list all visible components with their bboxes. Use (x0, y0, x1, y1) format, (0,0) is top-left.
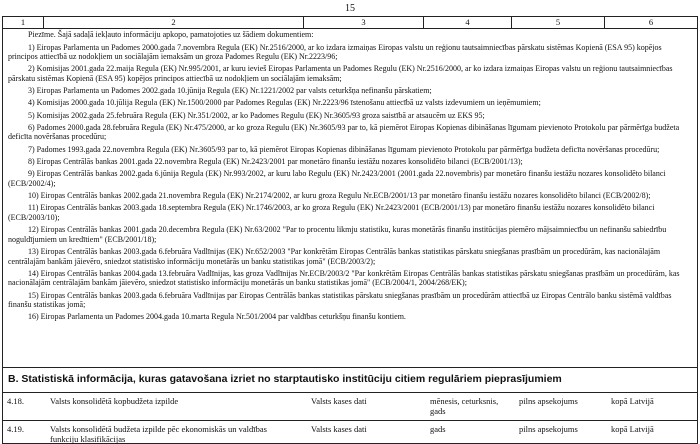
note-item: 4) Komisijas 2000.gada 10.jūlija Regula (EK) Nr.1500/2000 par Padomes Regulas (EK) Nr.2223/96 īstenošanu attiecībā uz valsts izdevumiem un ieņēmumiem; (28, 98, 541, 108)
row-source: Valsts kases dati (311, 424, 367, 434)
column-number: 5 (512, 17, 605, 28)
notes-block (2, 29, 698, 367)
section-b-heading: B. Statistiskā informācija, kuras gatavošana izriet no starptautisko institūciju citiem regulāriem pieprasījumiem (2, 367, 698, 392)
column-number: 2 (44, 17, 304, 28)
note-item: 3) Eiropas Parlamenta un Padomes 2002.gada 10.jūnija Regula (EK) Nr.1221/2002 par valsts ceturkšņa nefinanšu pārskatiem; (28, 86, 432, 96)
row-geography: kopā Latvijā (611, 424, 654, 434)
column-number: 4 (424, 17, 512, 28)
column-number-header (2, 16, 698, 29)
page-number: 15 (345, 3, 355, 14)
table-row (2, 392, 698, 420)
note-item: 9) Eiropas Centrālās bankas 2002.gada 6.jūnija Regula (EK) Nr.993/2002, ar kuru labo Regulu (EK) Nr.2423/2001 (2001.gada 22.novembris) par monetāro finanšu iestāžu nozares konsolidēto bilanci (ECB/2002/4); (8, 169, 666, 188)
column-number: 3 (304, 17, 424, 28)
note-item: 13) Eiropas Centrālās bankas 2003.gada 6.februāra Vadlīnijas (EK) Nr.652/2003 "Par konkrētām Eiropas Centrālās bankas statistikas pārskatu sniegšanas prasībām un procedūrām, kas nacionālajām centrālajām bankām jāievēro, sniedzot statistisko informāciju monetārās un banku statistikas jomā" (ECB/2003/2); (8, 247, 661, 266)
note-item: 1) Eiropas Parlamenta un Padomes 2000.gada 7.novembra Regula (EK) Nr.2516/2000, ar ko izdara izmaiņas Eiropas valstu un reģionu tautsaimniecības pārskatu sistēmas Kopienā (ESA 95) kopējos principos attiecībā uz nodokļiem un sociālajām iemaksām un groza Padomes Regulu (EK) Nr.2223/96; (8, 42, 662, 61)
row-coverage: pilns apsekojums (519, 424, 578, 434)
column-number: 6 (648, 17, 654, 27)
table-row (2, 420, 698, 444)
note-item: 15) Eiropas Centrālās bankas 2003.gada 6.februāra Vadlīnijas par Eiropas Centrālās bankas statistikas pārskatu sniegšanas prasībām un procedūrām attiecībā uz Eiropas Centrālo banku sistēmā valdības finanšu statistikas jomā; (8, 290, 672, 310)
note-item: 8) Eiropas Centrālās bankas 2001.gada 22.novembra Regula (EK) Nr.2423/2001 par monetāro finanšu iestāžu nozares konsolidēto bilanci (ECB/2001/13); (28, 157, 523, 167)
row-geography: kopā Latvijā (611, 396, 654, 406)
column-number: 1 (3, 17, 44, 28)
note-item: 12) Eiropas Centrālās bankas 2001.gada 20.decembra Regula (EK) Nr.63/2002 "Par to procentu likmju statistiku, kuras monetārās finanšu institūcijas piemēro mājsaimniecību un nefinanšu sabiedrību noguldījumiem un kredītiem" (ECB/2001/18); (8, 225, 667, 244)
note-item: 10) Eiropas Centrālās bankas 2002.gada 21.novembra Regula (EK) Nr.2174/2002, ar kuru groza Regulu Nr.ECB/2001/13 par monetāro finanšu iestāžu nozares konsolidēto bilanci (ECB/2002/8); (28, 191, 651, 201)
note-item: 5) Komisijas 2002.gada 25.februāra Regula (EK) Nr.351/2002, ar ko Padomes Regulu (EK) Nr.3605/93 groza saistībā ar atsaucēm uz EKS 95; (28, 110, 485, 120)
notes-intro: Piezīme. Šajā sadaļā iekļauto informāciju apkopo, pamatojoties uz šādiem dokumentiem: (28, 30, 314, 39)
note-item: 7) Padomes 1993.gada 22.novembra Regula (EK) Nr.3605/93 par to, kā piemērot Eiropas Kopienas dibināšanas līgumam pievienoto Protokolu par pārmērīga budžeta deficīta novēršanas procedūru; (28, 144, 660, 154)
row-title: Valsts konsolidētā budžeta izpilde pēc ekonomiskās un valdības funkciju klasifikācijas (50, 424, 267, 444)
row-frequency: gads (430, 424, 446, 434)
row-title: Valsts konsolidētā kopbudžeta izpilde (50, 396, 179, 406)
note-item: 2) Komisijas 2001.gada 22.maija Regula (EK) Nr.995/2001, ar kuru ievieš Eiropas Parlamenta un Padomes Regulu (EK) Nr.2516/2000, ar ko izdara izmaiņas Eiropas valstu un reģionu tautsaimniecības pārskatu sistēmas Kopienā (ESA 95) kopējos principos attiecībā uz nodokļiem un sociālajām iemaksām; (8, 64, 673, 83)
note-item: 11) Eiropas Centrālās bankas 2003.gada 18.septembra Regula (EK) Nr.1746/2003, ar ko groza Regulu (EK) Nr.2423/2001 (ECB/2001/13) par monetāro finanšu iestāžu nozares konsolidēto bilanci (ECB/2003/10); (8, 203, 655, 222)
row-number: 4.18. (7, 396, 24, 406)
note-item: 16) Eiropas Parlamenta un Padomes 2004.gada 10.marta Regula Nr.501/2004 par valdības ceturkšņu finanšu kontiem. (28, 312, 406, 322)
note-item: 14) Eiropas Centrālās bankas 2004.gada 13.februāra Vadlīnijas, kas groza Vadlīnijas Nr.ECB/2003/2 "Par konkrētām Eiropas Centrālās bankas statistikas pārskatu sniegšanas prasībām un procedūrām, kas nacionālajām centrālajām bankām jāievēro, sniedzot statistisko informāciju monetārās un banku statistikas jomā" (ECB/2004/1, 2004/268/EK); (8, 268, 680, 288)
row-number: 4.19. (7, 424, 24, 434)
row-frequency: mēnesis, ceturksnis, gads (430, 396, 499, 416)
row-source: Valsts kases dati (311, 396, 367, 406)
row-coverage: pilns apsekojums (519, 396, 578, 406)
note-item: 6) Padomes 2000.gada 28.februāra Regula (EK) Nr.475/2000, ar ko groza Regulu (EK) Nr.3605/93 par to, kā piemērot Eiropas Kopienas dibināšanas līgumam pievienoto Protokolu par pārmērīga budžeta deficīta novēršanas procedūru; (8, 122, 680, 142)
